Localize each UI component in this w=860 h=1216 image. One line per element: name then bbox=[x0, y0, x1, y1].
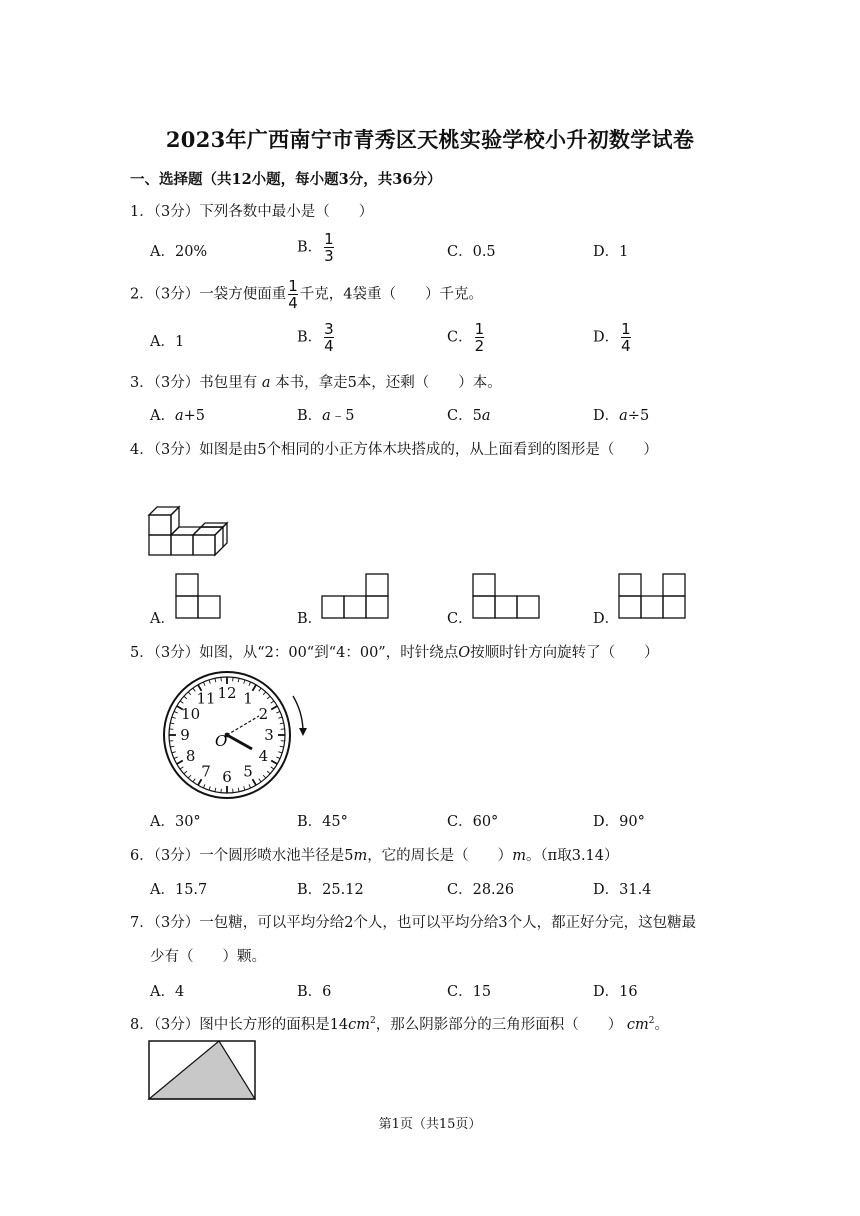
clock-tick bbox=[238, 788, 239, 792]
clock-number: 10 bbox=[181, 705, 201, 723]
clock-tick bbox=[215, 678, 216, 682]
clock-tick bbox=[170, 746, 174, 747]
clock-tick bbox=[244, 786, 245, 790]
q5-option-a: A．30° bbox=[150, 814, 201, 830]
clock-tick bbox=[280, 746, 284, 747]
clock-tick bbox=[253, 685, 257, 691]
q5-option-b: B．45° bbox=[297, 814, 348, 830]
clock-tick bbox=[271, 767, 274, 769]
clock-tick bbox=[271, 701, 274, 703]
q5-option-d: D．90° bbox=[593, 814, 645, 830]
q7-option-a: A．4 bbox=[150, 984, 185, 1000]
clock-number: 9 bbox=[180, 726, 190, 744]
clock-tick bbox=[203, 682, 205, 686]
question-1-stem: 1．（3分）下列各数中最小是（ ） bbox=[130, 204, 374, 220]
clock-number: 3 bbox=[264, 726, 274, 744]
q3-option-d: D．a÷5 bbox=[593, 408, 650, 424]
clock-tick bbox=[267, 696, 270, 699]
q4-option-c: C． bbox=[447, 611, 473, 627]
q6-option-d: D．31.4 bbox=[593, 882, 652, 898]
q4-option-d-figure bbox=[618, 573, 688, 621]
page-footer: 第1页（共15页） bbox=[378, 1117, 482, 1132]
clock-tick bbox=[188, 775, 191, 778]
q6-option-a: A．15.7 bbox=[150, 882, 208, 898]
q1-option-c: C．0.5 bbox=[447, 244, 496, 260]
q7-option-d: D．16 bbox=[593, 984, 638, 1000]
q4-option-d: D． bbox=[593, 611, 620, 627]
clock-tick bbox=[244, 680, 245, 684]
q6-option-b: B．25.12 bbox=[297, 882, 364, 898]
clock-tick bbox=[193, 688, 195, 691]
clock-figure bbox=[160, 668, 320, 804]
q2-option-d: D． $\frac{1}{4}$ bbox=[593, 320, 631, 355]
question-8-stem: 8．（3分）图中长方形的面积是$14cm^2$，那么阴影部分的三角形面积（ ） $cm^2$。 bbox=[130, 1016, 669, 1033]
q1-option-a: A．20% bbox=[150, 244, 208, 260]
clock-tick bbox=[249, 784, 251, 788]
clock-tick bbox=[177, 761, 183, 765]
q5-option-c: C．60° bbox=[447, 814, 499, 830]
clock-tick bbox=[278, 752, 282, 753]
q4-option-a: A． bbox=[150, 611, 175, 627]
q7-option-b: B．6 bbox=[297, 984, 332, 1000]
dashed-hour-hand-2 bbox=[227, 716, 259, 735]
question-7-line-2: 少有（ ）颗。 bbox=[150, 949, 266, 965]
q6-option-c: C．28.26 bbox=[447, 882, 515, 898]
clock-tick bbox=[180, 767, 183, 769]
clock-tick bbox=[249, 682, 251, 686]
question-3-stem: 3．（3分）书包里有 a 本书，拿走5本，还剩（ ）本。 bbox=[130, 375, 502, 391]
rotation-arrow bbox=[293, 696, 303, 730]
clock-tick bbox=[174, 757, 178, 759]
clock-tick bbox=[278, 717, 282, 718]
q3-option-b: B．a﹣5 bbox=[297, 408, 355, 424]
clock-number: 5 bbox=[243, 762, 253, 781]
clock-tick bbox=[193, 779, 195, 782]
clock-number: 1 bbox=[243, 689, 253, 708]
clock-tick bbox=[184, 771, 187, 774]
cube-stack-figure bbox=[145, 503, 235, 559]
clock-number: 8 bbox=[185, 747, 196, 765]
clock-tick bbox=[280, 723, 284, 724]
clock-number: 11 bbox=[196, 689, 216, 708]
q1-option-b: B． $\frac{1}{3}$ bbox=[297, 230, 334, 265]
arrow-head bbox=[299, 728, 307, 736]
question-5-stem: 5．（3分）如图，从“2：00“到“4：00”，时针绕点O按顺时针方向旋转了（ ） bbox=[130, 645, 659, 661]
clock-tick bbox=[172, 752, 176, 753]
clock-tick bbox=[238, 678, 239, 682]
section-heading: 一、选择题（共12小题，每小题3分，共36分） bbox=[130, 171, 442, 188]
q1-option-d: D．1 bbox=[593, 244, 629, 260]
clock-tick bbox=[276, 757, 280, 759]
clock-tick bbox=[259, 688, 261, 691]
center-label-o: O bbox=[215, 732, 228, 750]
q2-option-a: A．1 bbox=[150, 334, 185, 350]
clock-tick bbox=[267, 771, 270, 774]
question-2-stem: 2．（3分）一袋方便面重 $\frac{1}{4}$ 千克，4袋重（ ）千克。 bbox=[130, 277, 483, 312]
q3-option-a: A．a+5 bbox=[150, 408, 206, 424]
q3-option-c: C．5a bbox=[447, 408, 491, 424]
clock-tick bbox=[215, 788, 216, 792]
clock-tick bbox=[209, 786, 210, 790]
clock-tick bbox=[172, 717, 176, 718]
q4-option-b-figure bbox=[321, 573, 391, 621]
clock-tick bbox=[259, 779, 261, 782]
clock-tick bbox=[271, 761, 277, 765]
shaded-triangle bbox=[149, 1041, 255, 1099]
page-title: 2023年广西南宁市青秀区天桃实验学校小升初数学试卷 bbox=[165, 127, 695, 152]
question-6-stem: 6．（3分）一个圆形喷水池半径是5m，它的周长是（ ）m。（π取3.14） bbox=[130, 848, 619, 864]
clock-tick bbox=[170, 723, 174, 724]
q7-option-c: C．15 bbox=[447, 984, 492, 1000]
clock-number: 2 bbox=[258, 705, 269, 723]
clock-tick bbox=[184, 696, 187, 699]
clock-number: 4 bbox=[258, 747, 269, 765]
clock-tick bbox=[271, 706, 277, 710]
clock-tick bbox=[276, 711, 280, 713]
q4-option-a-figure bbox=[175, 573, 223, 621]
hour-hand-4 bbox=[227, 735, 252, 749]
clock-number: 12 bbox=[217, 684, 237, 702]
clock-tick bbox=[263, 692, 266, 695]
q2-option-b: B． $\frac{3}{4}$ bbox=[297, 320, 334, 355]
clock-tick bbox=[263, 775, 266, 778]
question-7-line-1: 7．（3分）一包糖，可以平均分给2个人，也可以平均分给3个人，都正好分完，这包糖最 bbox=[130, 915, 697, 931]
clock-number: 6 bbox=[222, 768, 232, 786]
fraction: $\frac{1}{3}$ bbox=[324, 230, 334, 265]
fraction: $\frac{1}{4}$ bbox=[288, 277, 298, 312]
clock-tick bbox=[188, 692, 191, 695]
rectangle-triangle-figure bbox=[147, 1039, 259, 1101]
question-4-stem: 4．（3分）如图是由5个相同的小正方体木块搭成的，从上面看到的图形是（ ） bbox=[130, 442, 658, 458]
clock-tick bbox=[203, 784, 205, 788]
clock-tick bbox=[253, 779, 257, 785]
q4-option-b: B． bbox=[297, 611, 323, 627]
q4-option-c-figure bbox=[472, 573, 542, 621]
clock-tick bbox=[180, 701, 183, 703]
q2-option-c: C． $\frac{1}{2}$ bbox=[447, 320, 485, 355]
clock-tick bbox=[174, 711, 178, 713]
clock-number: 7 bbox=[201, 762, 211, 781]
clock-tick bbox=[209, 680, 210, 684]
